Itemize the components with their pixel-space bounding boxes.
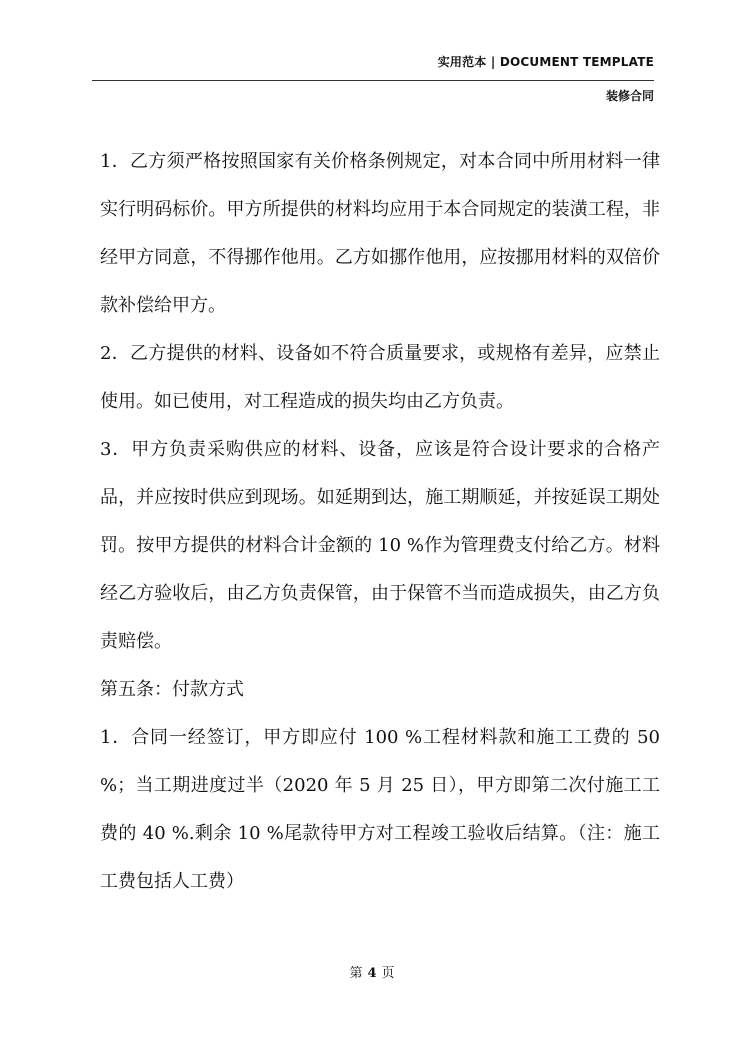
page-footer bbox=[0, 962, 744, 981]
paragraph-2: 2．乙方提供的材料、设备如不符合质量要求，或规格有差异，应禁止使用。如已使用，对工程造成的损失均由乙方负责。 bbox=[100, 343, 660, 412]
document-body bbox=[100, 138, 660, 906]
paragraph-4: 1．合同一经签订，甲方即应付 100 %工程材料款和施工工费的 50 %；当工期进度过半（2020 年 5 月 25 日），甲方即第二次付施工工费的 40 %.剩余 10 %尾款待甲方对工程竣工验收后结算。（注：施工工费包括人工费） bbox=[100, 727, 660, 892]
paragraph-1: 1．乙方须严格按照国家有关价格条例规定，对本合同中所用材料一律实行明码标价。甲方所提供的材料均应用于本合同规定的装潢工程，非经甲方同意，不得挪作他用。乙方如挪作他用，应按挪用材料的双倍价款补偿给甲方。 bbox=[100, 151, 660, 316]
section-heading: 第五条：付款方式 bbox=[100, 679, 244, 700]
header-title: 实用范本 | DOCUMENT TEMPLATE bbox=[437, 55, 654, 69]
header-subtitle: 装修合同 bbox=[605, 89, 654, 103]
paragraph-3: 3．甲方负责采购供应的材料、设备，应该是符合设计要求的合格产品，并应按时供应到现场。如延期到达，施工期顺延，并按延误工期处罚。按甲方提供的材料合计金额的 10 %作为管理费支付给乙方。材料经乙方验收后，由乙方负责保管，由于保管不当而造成损失，由乙方负责赔偿。 bbox=[100, 439, 660, 652]
page-suffix: 页 bbox=[381, 966, 395, 981]
header-divider bbox=[92, 80, 654, 81]
page-prefix: 第 bbox=[349, 966, 363, 981]
page-number: 4 bbox=[367, 966, 377, 981]
